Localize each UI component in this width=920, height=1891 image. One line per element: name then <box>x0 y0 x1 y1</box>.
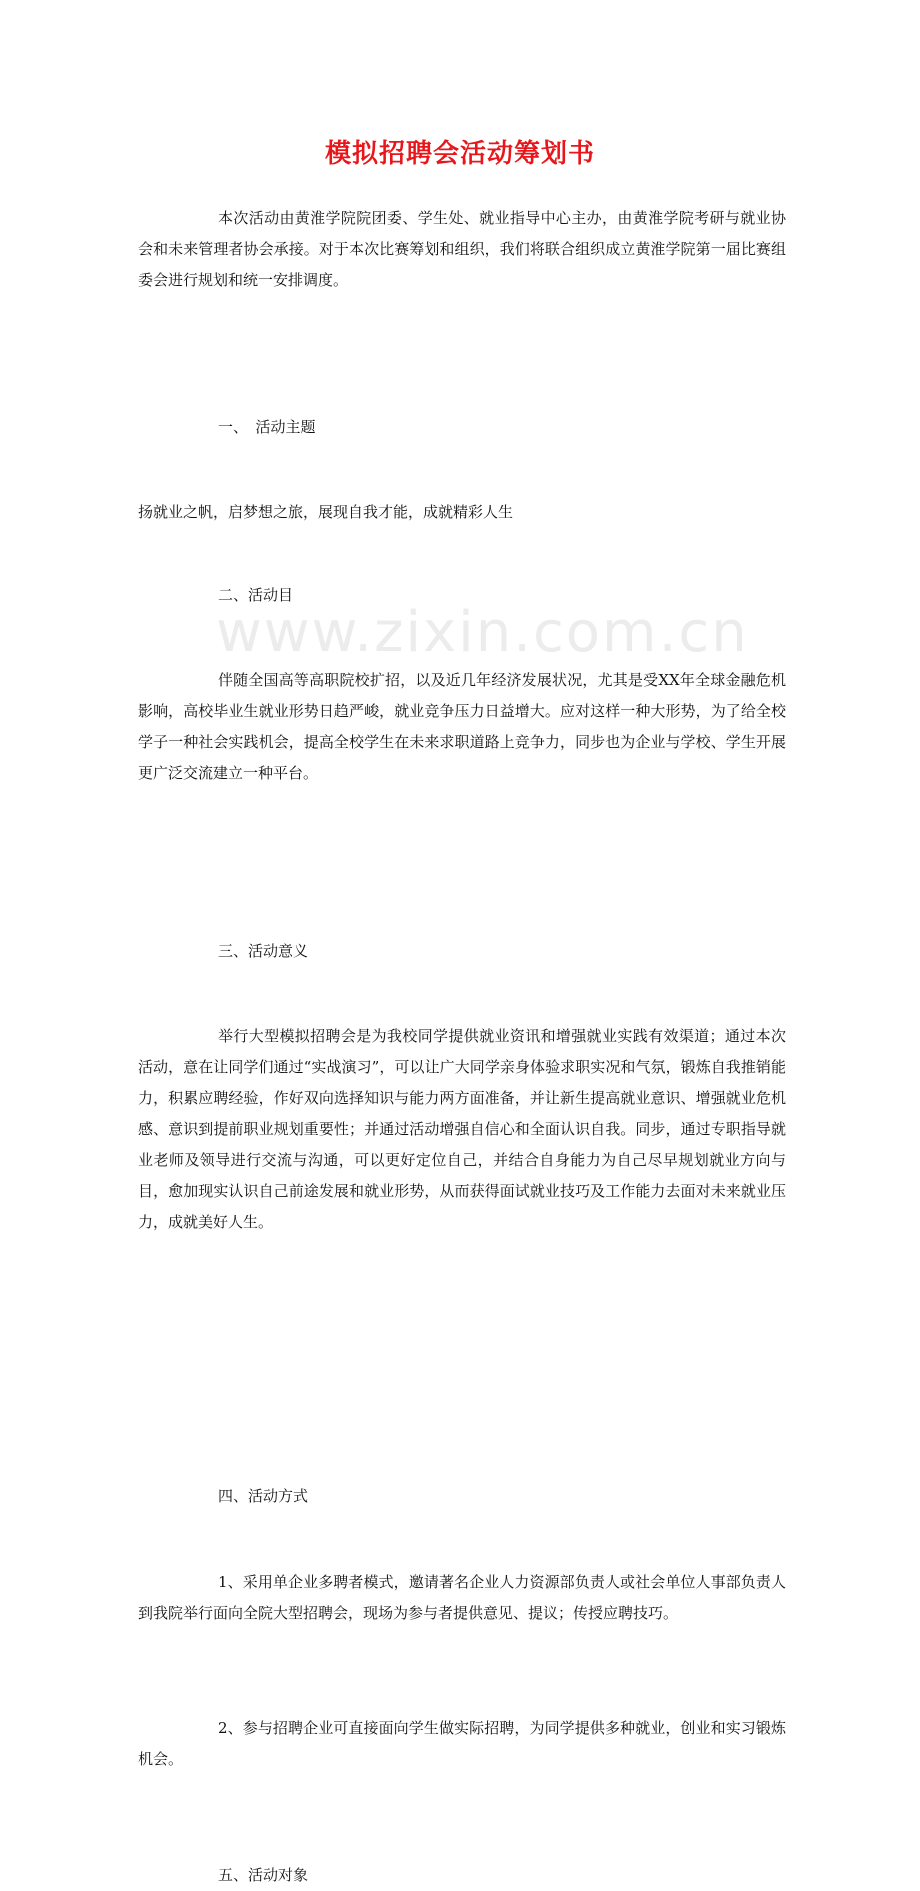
section-paragraph: 1、采用单企业多聘者模式，邀请著名企业人力资源部负责人或社会单位人事部负责人到我院举行面向全院大型招聘会，现场为参与者提供意见、提议；传授应聘技巧。 <box>138 1573 786 1622</box>
section-paragraph: 扬就业之帆，启梦想之旅，展现自我才能，成就精彩人生 <box>138 503 514 521</box>
section-heading: 五、活动对象 <box>218 1866 309 1884</box>
document-title: 模拟招聘会活动筹划书 <box>324 139 595 169</box>
section-4-body-1 <box>138 1567 786 1629</box>
section-heading: 三、活动意义 <box>218 942 309 960</box>
section-4 <box>138 1481 786 1512</box>
section-paragraph: 伴随全国高等高职院校扩招，以及近几年经济发展状况，尤其是受XX年全球金融危机影响，高校毕业生就业形势日趋严峻，就业竞争压力日益增大。应对这样一种大形势，为了给全校学子一种社会实践机会，提高全校学生在未来求职道路上竞争力，同步也为企业与学校、学生开展更广泛交流建立一种平台。 <box>138 671 786 782</box>
section-4-body-2 <box>138 1713 786 1775</box>
section-paragraph: 举行大型模拟招聘会是为我校同学提供就业资讯和增强就业实践有效渠道；通过本次活动，意在让同学们通过“实战演习”，可以让广大同学亲身体验求职实况和气氛，锻炼自我推销能力，积累应聘经验，作好双向选择知识与能力两方面准备，并让新生提高就业意识、增强就业危机感、意识到提前职业规划重要性；并通过活动增强自信心和全面认识自我。同步，通过专职指导就业老师及领导进行交流与沟通，可以更好定位自己，并结合自身能力为自己尽早规划就业方向与目，愈加现实认识自己前途发展和就业形势，从而获得面试就业技巧及工作能力去面对未来就业压力，成就美好人生。 <box>138 1027 786 1231</box>
section-3 <box>138 936 786 967</box>
watermark-text: www.zixin.com.cn <box>216 600 749 665</box>
section-heading: 二、活动目 <box>218 586 294 604</box>
section-5 <box>138 1860 786 1891</box>
section-2 <box>138 580 786 611</box>
section-1 <box>138 412 786 443</box>
intro-paragraph: 本次活动由黄淮学院院团委、学生处、就业指导中心主办，由黄淮学院考研与就业协会和未来管理者协会承接。对于本次比赛筹划和组织，我们将联合组织成立黄淮学院第一届比赛组委会进行规划和统一安排调度。 <box>138 209 786 289</box>
section-3-body <box>138 1021 786 1238</box>
intro-block <box>138 203 786 296</box>
section-paragraph: 2、参与招聘企业可直接面向学生做实际招聘，为同学提供多种就业，创业和实习锻炼机会。 <box>138 1719 786 1768</box>
section-2-body <box>138 665 786 789</box>
section-1-body <box>138 497 786 528</box>
section-heading: 一、 活动主题 <box>218 418 316 436</box>
section-heading: 四、活动方式 <box>218 1487 309 1505</box>
